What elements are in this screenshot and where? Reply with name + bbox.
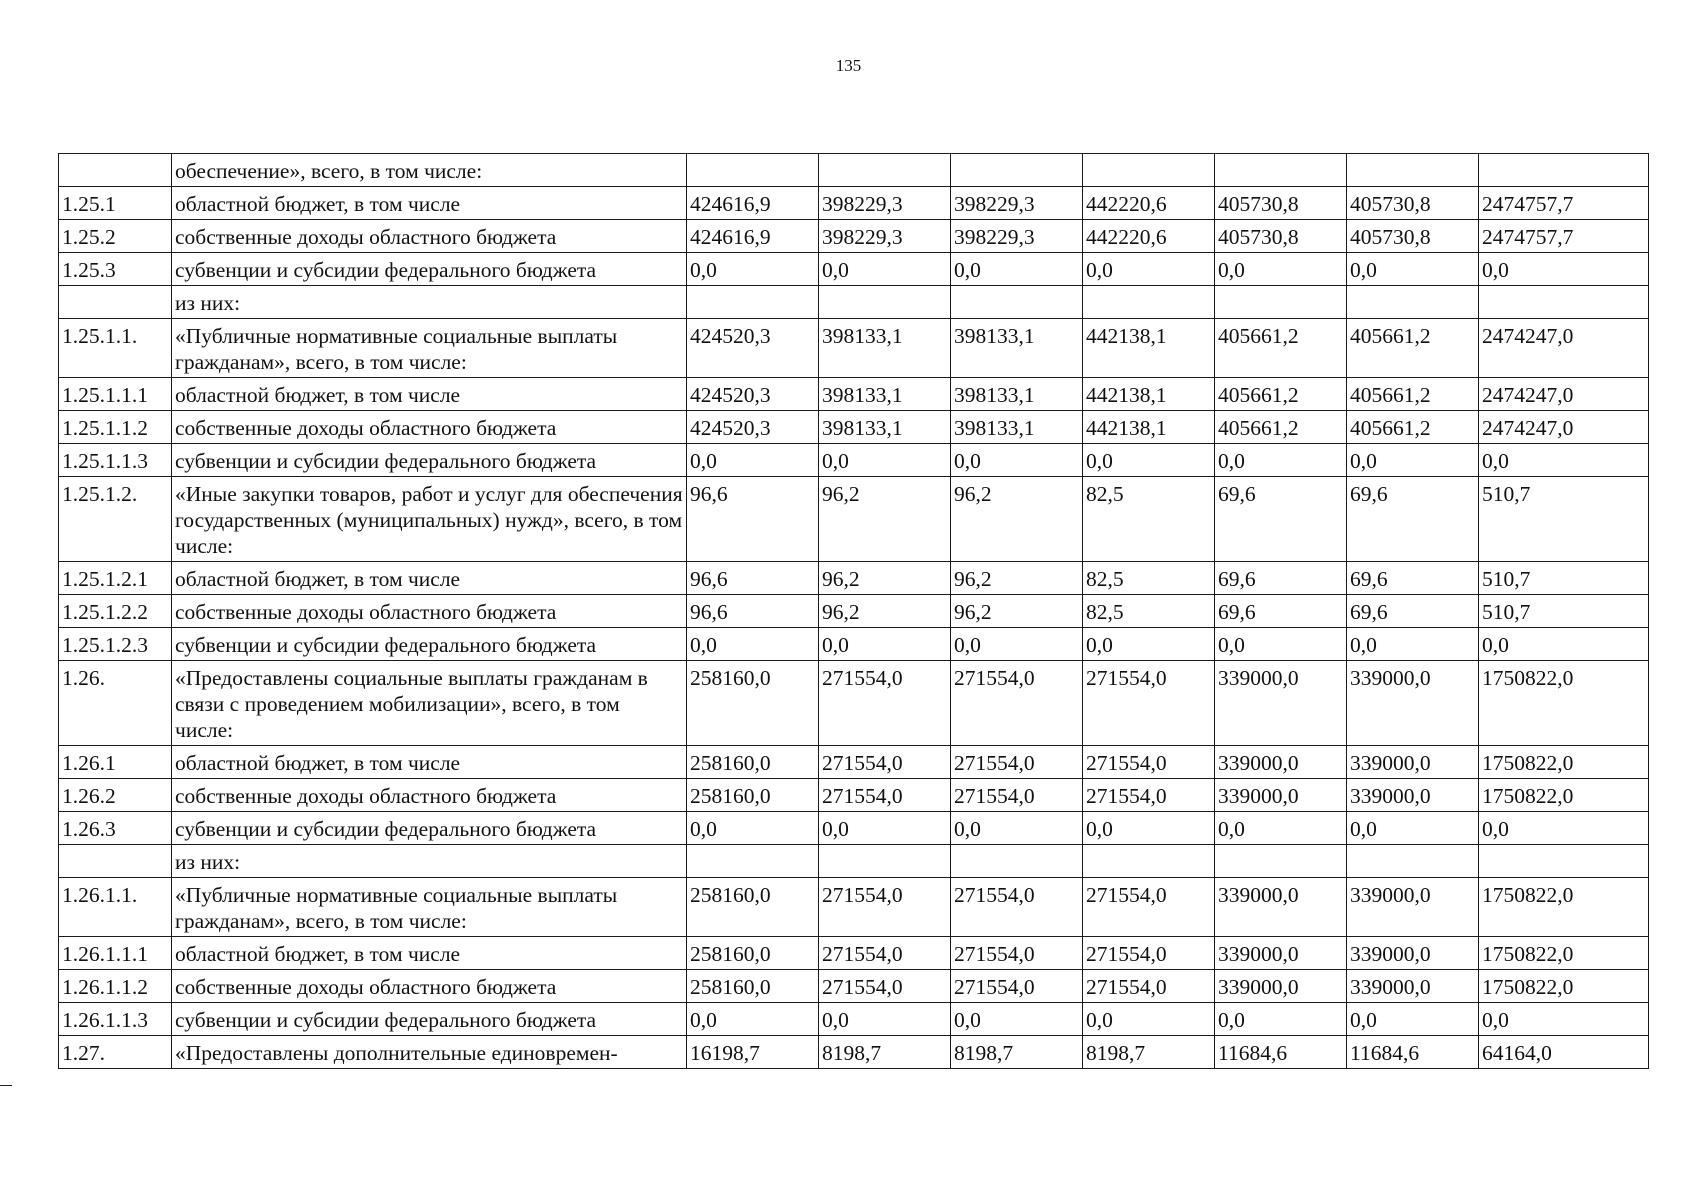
value-cell: 424616,9 <box>687 220 819 253</box>
value-cell: 0,0 <box>1479 444 1649 477</box>
value-cell: 271554,0 <box>819 779 951 812</box>
value-cell: 11684,6 <box>1215 1036 1347 1069</box>
row-name: областной бюджет, в том числе <box>172 562 687 595</box>
value-cell: 510,7 <box>1479 595 1649 628</box>
value-cell: 96,2 <box>951 562 1083 595</box>
row-code: 1.26. <box>59 661 172 746</box>
table-row <box>59 595 1649 628</box>
table-row <box>59 378 1649 411</box>
value-cell: 0,0 <box>687 628 819 661</box>
row-code: 1.25.1.1.1 <box>59 378 172 411</box>
row-code: 1.26.2 <box>59 779 172 812</box>
table-body <box>59 154 1649 1069</box>
value-cell: 271554,0 <box>951 661 1083 746</box>
value-cell: 69,6 <box>1347 595 1479 628</box>
value-cell <box>687 154 819 187</box>
value-cell: 258160,0 <box>687 878 819 937</box>
row-code: 1.25.1.2.3 <box>59 628 172 661</box>
value-cell: 339000,0 <box>1215 661 1347 746</box>
value-cell: 0,0 <box>687 1003 819 1036</box>
value-cell: 271554,0 <box>1083 937 1215 970</box>
row-name: «Предоставлены дополнительные единовремен- <box>172 1036 687 1069</box>
value-cell <box>1479 286 1649 319</box>
value-cell: 69,6 <box>1347 477 1479 562</box>
value-cell: 96,2 <box>819 595 951 628</box>
value-cell: 11684,6 <box>1347 1036 1479 1069</box>
value-cell <box>687 845 819 878</box>
budget-table <box>58 153 1649 1069</box>
value-cell: 271554,0 <box>951 746 1083 779</box>
value-cell: 258160,0 <box>687 970 819 1003</box>
value-cell <box>951 286 1083 319</box>
table-row <box>59 253 1649 286</box>
value-cell: 0,0 <box>1479 812 1649 845</box>
value-cell <box>951 845 1083 878</box>
value-cell: 258160,0 <box>687 779 819 812</box>
value-cell: 405661,2 <box>1215 319 1347 378</box>
value-cell: 69,6 <box>1347 562 1479 595</box>
value-cell: 1750822,0 <box>1479 661 1649 746</box>
row-code <box>59 845 172 878</box>
value-cell: 82,5 <box>1083 562 1215 595</box>
value-cell: 82,5 <box>1083 595 1215 628</box>
value-cell: 398133,1 <box>951 319 1083 378</box>
row-code: 1.25.1.2.2 <box>59 595 172 628</box>
table-row <box>59 562 1649 595</box>
row-name: субвенции и субсидии федерального бюджета <box>172 812 687 845</box>
value-cell: 2474247,0 <box>1479 378 1649 411</box>
value-cell <box>1215 154 1347 187</box>
value-cell: 398133,1 <box>819 378 951 411</box>
value-cell: 398133,1 <box>819 411 951 444</box>
table-row <box>59 319 1649 378</box>
value-cell: 0,0 <box>1479 1003 1649 1036</box>
value-cell: 1750822,0 <box>1479 970 1649 1003</box>
row-name: областной бюджет, в том числе <box>172 187 687 220</box>
value-cell <box>819 845 951 878</box>
value-cell: 339000,0 <box>1347 779 1479 812</box>
value-cell: 424616,9 <box>687 187 819 220</box>
value-cell: 424520,3 <box>687 411 819 444</box>
value-cell: 339000,0 <box>1215 746 1347 779</box>
value-cell: 339000,0 <box>1347 661 1479 746</box>
row-name: собственные доходы областного бюджета <box>172 595 687 628</box>
value-cell <box>1215 845 1347 878</box>
table-row <box>59 187 1649 220</box>
table-row <box>59 746 1649 779</box>
value-cell: 0,0 <box>951 1003 1083 1036</box>
row-code: 1.26.1.1.1 <box>59 937 172 970</box>
value-cell: 0,0 <box>819 444 951 477</box>
value-cell: 398229,3 <box>819 220 951 253</box>
row-code: 1.25.3 <box>59 253 172 286</box>
row-code: 1.25.1.1.2 <box>59 411 172 444</box>
row-code: 1.26.1.1.2 <box>59 970 172 1003</box>
value-cell: 0,0 <box>1083 253 1215 286</box>
value-cell <box>1347 845 1479 878</box>
value-cell: 271554,0 <box>819 661 951 746</box>
value-cell: 0,0 <box>951 444 1083 477</box>
value-cell: 0,0 <box>1083 444 1215 477</box>
value-cell: 0,0 <box>1347 628 1479 661</box>
row-name: собственные доходы областного бюджета <box>172 411 687 444</box>
row-name: «Публичные нормативные социальные выплаты гражданам», всего, в том числе: <box>172 319 687 378</box>
value-cell: 405730,8 <box>1215 220 1347 253</box>
value-cell: 271554,0 <box>819 937 951 970</box>
value-cell: 339000,0 <box>1215 779 1347 812</box>
value-cell: 339000,0 <box>1347 878 1479 937</box>
value-cell: 271554,0 <box>819 746 951 779</box>
table-row <box>59 779 1649 812</box>
row-name: субвенции и субсидии федерального бюджета <box>172 1003 687 1036</box>
value-cell: 0,0 <box>1347 1003 1479 1036</box>
value-cell: 8198,7 <box>951 1036 1083 1069</box>
row-code: 1.25.1 <box>59 187 172 220</box>
value-cell: 1750822,0 <box>1479 937 1649 970</box>
value-cell: 64164,0 <box>1479 1036 1649 1069</box>
value-cell <box>1215 286 1347 319</box>
value-cell: 271554,0 <box>1083 746 1215 779</box>
value-cell: 0,0 <box>1215 444 1347 477</box>
value-cell: 96,2 <box>819 562 951 595</box>
value-cell: 339000,0 <box>1347 970 1479 1003</box>
table-row <box>59 878 1649 937</box>
row-code <box>59 154 172 187</box>
value-cell: 0,0 <box>951 812 1083 845</box>
value-cell: 405661,2 <box>1215 378 1347 411</box>
value-cell: 398133,1 <box>951 411 1083 444</box>
value-cell: 1750822,0 <box>1479 779 1649 812</box>
row-name: собственные доходы областного бюджета <box>172 220 687 253</box>
value-cell: 442138,1 <box>1083 411 1215 444</box>
table-row <box>59 154 1649 187</box>
value-cell <box>1083 286 1215 319</box>
value-cell: 398133,1 <box>951 378 1083 411</box>
value-cell: 0,0 <box>1215 1003 1347 1036</box>
value-cell: 0,0 <box>1083 1003 1215 1036</box>
value-cell: 16198,7 <box>687 1036 819 1069</box>
table-row <box>59 812 1649 845</box>
value-cell: 8198,7 <box>1083 1036 1215 1069</box>
row-code: 1.25.1.1. <box>59 319 172 378</box>
row-code: 1.25.1.2. <box>59 477 172 562</box>
value-cell: 405661,2 <box>1347 411 1479 444</box>
value-cell: 69,6 <box>1215 477 1347 562</box>
row-code: 1.25.2 <box>59 220 172 253</box>
table-row <box>59 220 1649 253</box>
value-cell: 1750822,0 <box>1479 746 1649 779</box>
row-name: областной бюджет, в том числе <box>172 746 687 779</box>
row-name: «Иные закупки товаров, работ и услуг для обеспечения государственных (муниципальных) нужд», всего, в том числе: <box>172 477 687 562</box>
value-cell: 2474757,7 <box>1479 220 1649 253</box>
row-name: областной бюджет, в том числе <box>172 378 687 411</box>
row-name: обеспечение», всего, в том числе: <box>172 154 687 187</box>
value-cell: 96,2 <box>819 477 951 562</box>
table-row <box>59 286 1649 319</box>
value-cell: 258160,0 <box>687 937 819 970</box>
value-cell: 258160,0 <box>687 746 819 779</box>
value-cell <box>687 286 819 319</box>
value-cell: 339000,0 <box>1215 937 1347 970</box>
row-name: областной бюджет, в том числе <box>172 937 687 970</box>
value-cell: 0,0 <box>1479 628 1649 661</box>
value-cell: 442138,1 <box>1083 378 1215 411</box>
value-cell <box>1083 845 1215 878</box>
value-cell <box>819 154 951 187</box>
margin-mark <box>0 1085 12 1086</box>
row-code: 1.26.1.1. <box>59 878 172 937</box>
value-cell: 258160,0 <box>687 661 819 746</box>
value-cell: 271554,0 <box>951 779 1083 812</box>
value-cell <box>1347 154 1479 187</box>
row-code: 1.26.1.1.3 <box>59 1003 172 1036</box>
value-cell: 405661,2 <box>1215 411 1347 444</box>
value-cell: 424520,3 <box>687 319 819 378</box>
value-cell: 96,6 <box>687 477 819 562</box>
value-cell: 0,0 <box>819 253 951 286</box>
value-cell: 271554,0 <box>951 878 1083 937</box>
value-cell: 0,0 <box>687 253 819 286</box>
value-cell: 2474757,7 <box>1479 187 1649 220</box>
value-cell: 339000,0 <box>1215 970 1347 1003</box>
value-cell: 405661,2 <box>1347 378 1479 411</box>
value-cell: 271554,0 <box>1083 878 1215 937</box>
table-row <box>59 845 1649 878</box>
value-cell <box>1347 286 1479 319</box>
value-cell: 339000,0 <box>1347 746 1479 779</box>
table-row <box>59 1036 1649 1069</box>
table-row <box>59 661 1649 746</box>
table-row <box>59 970 1649 1003</box>
value-cell: 1750822,0 <box>1479 878 1649 937</box>
value-cell: 0,0 <box>1347 812 1479 845</box>
value-cell: 271554,0 <box>819 970 951 1003</box>
value-cell: 0,0 <box>1479 253 1649 286</box>
value-cell: 442220,6 <box>1083 220 1215 253</box>
row-code <box>59 286 172 319</box>
value-cell: 0,0 <box>819 812 951 845</box>
value-cell: 0,0 <box>951 628 1083 661</box>
value-cell: 0,0 <box>687 812 819 845</box>
value-cell: 0,0 <box>951 253 1083 286</box>
value-cell: 82,5 <box>1083 477 1215 562</box>
row-name: «Публичные нормативные социальные выплаты гражданам», всего, в том числе: <box>172 878 687 937</box>
row-code: 1.25.1.2.1 <box>59 562 172 595</box>
value-cell: 2474247,0 <box>1479 319 1649 378</box>
value-cell: 405730,8 <box>1347 220 1479 253</box>
table-row <box>59 628 1649 661</box>
value-cell: 69,6 <box>1215 595 1347 628</box>
value-cell: 96,2 <box>951 595 1083 628</box>
value-cell: 0,0 <box>1215 253 1347 286</box>
value-cell: 405661,2 <box>1347 319 1479 378</box>
value-cell <box>951 154 1083 187</box>
value-cell: 271554,0 <box>819 878 951 937</box>
value-cell: 0,0 <box>819 628 951 661</box>
value-cell: 96,2 <box>951 477 1083 562</box>
table-row <box>59 1003 1649 1036</box>
value-cell: 398229,3 <box>819 187 951 220</box>
row-code: 1.27. <box>59 1036 172 1069</box>
value-cell: 271554,0 <box>1083 970 1215 1003</box>
value-cell: 0,0 <box>1215 812 1347 845</box>
value-cell: 398229,3 <box>951 220 1083 253</box>
table-row <box>59 411 1649 444</box>
row-name: из них: <box>172 286 687 319</box>
value-cell: 271554,0 <box>1083 661 1215 746</box>
value-cell: 398229,3 <box>951 187 1083 220</box>
table-row <box>59 937 1649 970</box>
value-cell: 2474247,0 <box>1479 411 1649 444</box>
row-name: субвенции и субсидии федерального бюджета <box>172 253 687 286</box>
value-cell: 0,0 <box>1215 628 1347 661</box>
value-cell: 271554,0 <box>1083 779 1215 812</box>
value-cell: 405730,8 <box>1347 187 1479 220</box>
row-code: 1.26.1 <box>59 746 172 779</box>
value-cell: 8198,7 <box>819 1036 951 1069</box>
value-cell: 510,7 <box>1479 562 1649 595</box>
row-name: собственные доходы областного бюджета <box>172 779 687 812</box>
value-cell: 0,0 <box>1347 253 1479 286</box>
row-code: 1.26.3 <box>59 812 172 845</box>
row-code: 1.25.1.1.3 <box>59 444 172 477</box>
value-cell <box>1479 154 1649 187</box>
value-cell: 0,0 <box>1083 812 1215 845</box>
value-cell: 0,0 <box>1347 444 1479 477</box>
value-cell: 442220,6 <box>1083 187 1215 220</box>
value-cell: 405730,8 <box>1215 187 1347 220</box>
value-cell: 0,0 <box>687 444 819 477</box>
value-cell: 96,6 <box>687 595 819 628</box>
value-cell: 424520,3 <box>687 378 819 411</box>
row-name: собственные доходы областного бюджета <box>172 970 687 1003</box>
value-cell: 442138,1 <box>1083 319 1215 378</box>
value-cell: 0,0 <box>1083 628 1215 661</box>
value-cell: 339000,0 <box>1347 937 1479 970</box>
value-cell <box>819 286 951 319</box>
table-row <box>59 477 1649 562</box>
row-name: из них: <box>172 845 687 878</box>
value-cell: 271554,0 <box>951 937 1083 970</box>
page-number: 135 <box>835 56 862 75</box>
value-cell: 0,0 <box>819 1003 951 1036</box>
row-name: субвенции и субсидии федерального бюджета <box>172 628 687 661</box>
row-name: субвенции и субсидии федерального бюджета <box>172 444 687 477</box>
value-cell: 69,6 <box>1215 562 1347 595</box>
value-cell: 398133,1 <box>819 319 951 378</box>
value-cell: 510,7 <box>1479 477 1649 562</box>
value-cell <box>1479 845 1649 878</box>
row-name: «Предоставлены социальные выплаты гражданам в связи с проведением мобилизации», всего, в том числе: <box>172 661 687 746</box>
value-cell: 339000,0 <box>1215 878 1347 937</box>
value-cell: 271554,0 <box>951 970 1083 1003</box>
table-row <box>59 444 1649 477</box>
value-cell <box>1083 154 1215 187</box>
value-cell: 96,6 <box>687 562 819 595</box>
